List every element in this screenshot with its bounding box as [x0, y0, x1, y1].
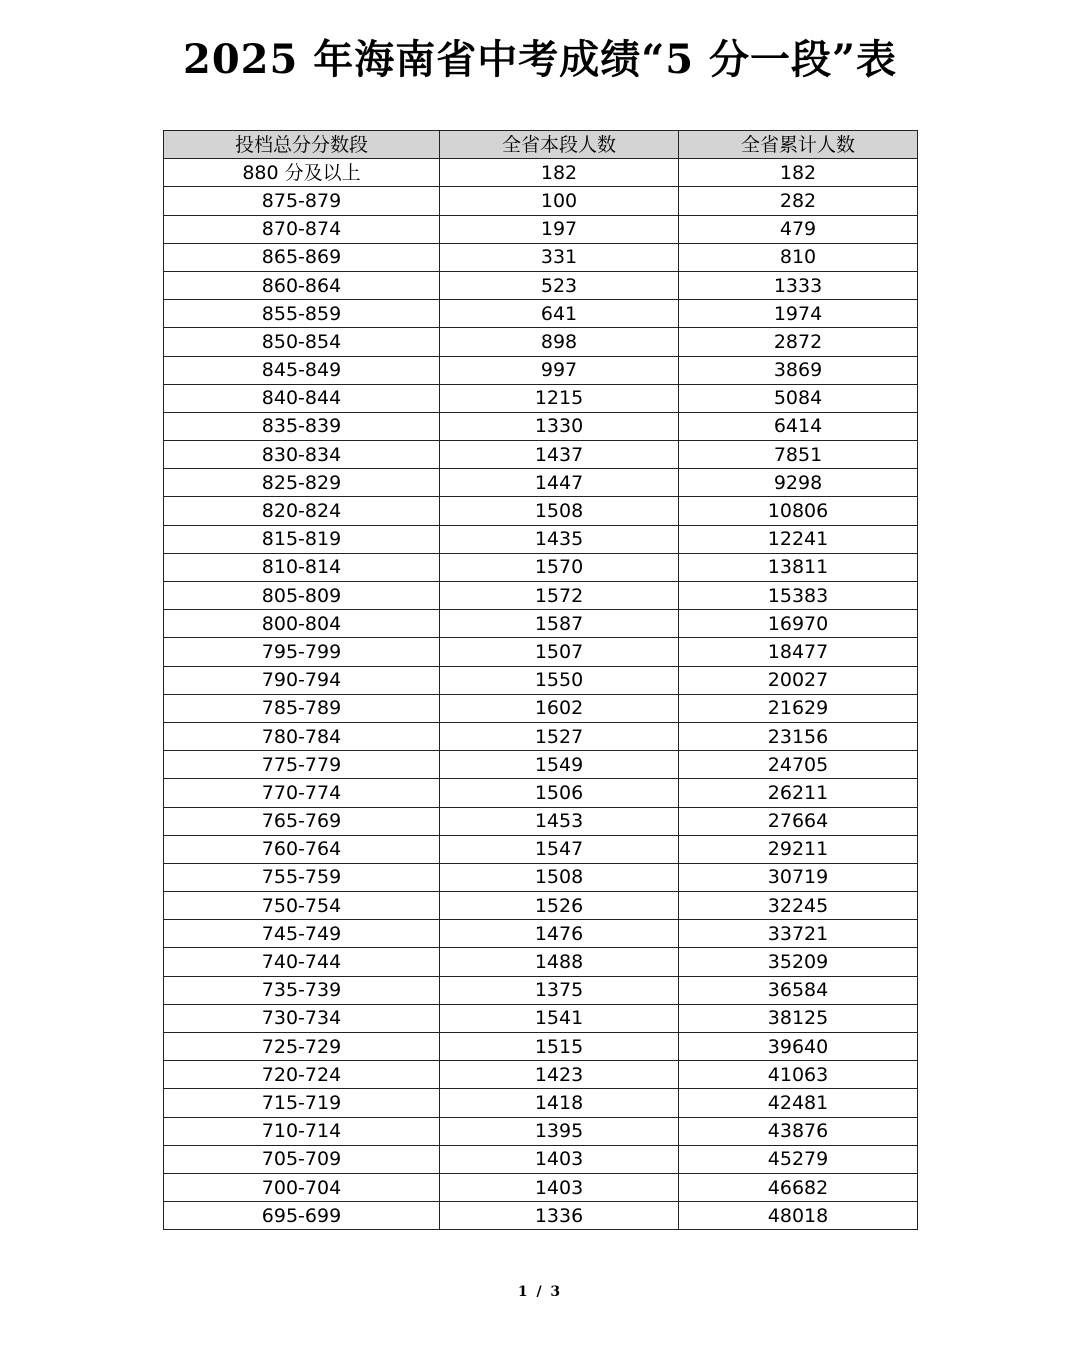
cell-cumulative-count: 282 [679, 187, 918, 215]
cell-score-range: 735-739 [164, 976, 440, 1004]
table-row [164, 1061, 918, 1089]
table-row [164, 469, 918, 497]
cell-score-range: 710-714 [164, 1117, 440, 1145]
cell-score-range: 750-754 [164, 892, 440, 920]
table-row [164, 356, 918, 384]
cell-segment-count: 1507 [440, 638, 679, 666]
cell-segment-count: 1508 [440, 863, 679, 891]
table-row [164, 694, 918, 722]
table-row [164, 892, 918, 920]
table-row [164, 1173, 918, 1201]
cell-cumulative-count: 45279 [679, 1145, 918, 1173]
cell-score-range: 850-854 [164, 328, 440, 356]
table-row [164, 497, 918, 525]
cell-cumulative-count: 42481 [679, 1089, 918, 1117]
cell-segment-count: 1375 [440, 976, 679, 1004]
cell-cumulative-count: 39640 [679, 1033, 918, 1061]
cell-segment-count: 1330 [440, 412, 679, 440]
cell-score-range: 840-844 [164, 384, 440, 412]
cell-segment-count: 1572 [440, 582, 679, 610]
cell-segment-count: 1526 [440, 892, 679, 920]
cell-segment-count: 1435 [440, 525, 679, 553]
table-row [164, 779, 918, 807]
cell-cumulative-count: 35209 [679, 948, 918, 976]
cell-score-range: 745-749 [164, 920, 440, 948]
cell-segment-count: 1395 [440, 1117, 679, 1145]
cell-cumulative-count: 16970 [679, 610, 918, 638]
header-score-range: 投档总分分数段 [164, 131, 440, 159]
cell-score-range: 715-719 [164, 1089, 440, 1117]
cell-score-range: 805-809 [164, 582, 440, 610]
cell-cumulative-count: 182 [679, 159, 918, 187]
cell-cumulative-count: 23156 [679, 722, 918, 750]
cell-segment-count: 1215 [440, 384, 679, 412]
table-row [164, 582, 918, 610]
cell-segment-count: 1587 [440, 610, 679, 638]
cell-cumulative-count: 2872 [679, 328, 918, 356]
cell-segment-count: 523 [440, 271, 679, 299]
cell-score-range: 860-864 [164, 271, 440, 299]
cell-segment-count: 1453 [440, 807, 679, 835]
table-row [164, 1202, 918, 1230]
cell-cumulative-count: 24705 [679, 751, 918, 779]
table-body [164, 159, 918, 1230]
cell-cumulative-count: 27664 [679, 807, 918, 835]
cell-cumulative-count: 1333 [679, 271, 918, 299]
table-row [164, 384, 918, 412]
table-row [164, 271, 918, 299]
cell-score-range: 835-839 [164, 412, 440, 440]
cell-segment-count: 182 [440, 159, 679, 187]
cell-segment-count: 898 [440, 328, 679, 356]
table-row [164, 807, 918, 835]
table-row [164, 525, 918, 553]
cell-cumulative-count: 36584 [679, 976, 918, 1004]
table-row [164, 187, 918, 215]
cell-score-range: 790-794 [164, 666, 440, 694]
table-row [164, 412, 918, 440]
table-row [164, 243, 918, 271]
cell-segment-count: 197 [440, 215, 679, 243]
table-row [164, 751, 918, 779]
cell-segment-count: 1570 [440, 553, 679, 581]
cell-score-range: 830-834 [164, 441, 440, 469]
cell-score-range: 800-804 [164, 610, 440, 638]
cell-cumulative-count: 29211 [679, 835, 918, 863]
cell-score-range: 815-819 [164, 525, 440, 553]
table-row [164, 300, 918, 328]
cell-cumulative-count: 48018 [679, 1202, 918, 1230]
cell-cumulative-count: 5084 [679, 384, 918, 412]
cell-cumulative-count: 33721 [679, 920, 918, 948]
cell-segment-count: 1549 [440, 751, 679, 779]
table-row [164, 1117, 918, 1145]
cell-segment-count: 1476 [440, 920, 679, 948]
table-row [164, 1089, 918, 1117]
cell-cumulative-count: 38125 [679, 1004, 918, 1032]
cell-score-range: 755-759 [164, 863, 440, 891]
table-row [164, 920, 918, 948]
header-cumulative-count: 全省累计人数 [679, 131, 918, 159]
table-row [164, 976, 918, 1004]
cell-score-range: 705-709 [164, 1145, 440, 1173]
cell-score-range: 740-744 [164, 948, 440, 976]
cell-score-range: 810-814 [164, 553, 440, 581]
cell-cumulative-count: 7851 [679, 441, 918, 469]
cell-segment-count: 1418 [440, 1089, 679, 1117]
cell-score-range: 855-859 [164, 300, 440, 328]
cell-cumulative-count: 10806 [679, 497, 918, 525]
cell-score-range: 780-784 [164, 722, 440, 750]
cell-score-range: 785-789 [164, 694, 440, 722]
cell-cumulative-count: 26211 [679, 779, 918, 807]
table-row [164, 638, 918, 666]
cell-segment-count: 1488 [440, 948, 679, 976]
cell-segment-count: 1547 [440, 835, 679, 863]
cell-segment-count: 1550 [440, 666, 679, 694]
table-row [164, 666, 918, 694]
table-row [164, 1033, 918, 1061]
cell-score-range: 765-769 [164, 807, 440, 835]
cell-segment-count: 1506 [440, 779, 679, 807]
cell-score-range: 865-869 [164, 243, 440, 271]
table-row [164, 1004, 918, 1032]
cell-segment-count: 1508 [440, 497, 679, 525]
cell-cumulative-count: 30719 [679, 863, 918, 891]
table-row [164, 948, 918, 976]
cell-score-range: 795-799 [164, 638, 440, 666]
cell-cumulative-count: 3869 [679, 356, 918, 384]
cell-score-range: 695-699 [164, 1202, 440, 1230]
cell-segment-count: 331 [440, 243, 679, 271]
page-number: 1 / 3 [517, 1284, 563, 1300]
table-row [164, 722, 918, 750]
table-header-row [164, 131, 918, 159]
cell-segment-count: 1527 [440, 722, 679, 750]
cell-segment-count: 641 [440, 300, 679, 328]
cell-score-range: 775-779 [164, 751, 440, 779]
table-row [164, 1145, 918, 1173]
cell-cumulative-count: 9298 [679, 469, 918, 497]
cell-cumulative-count: 479 [679, 215, 918, 243]
cell-segment-count: 1602 [440, 694, 679, 722]
cell-score-range: 725-729 [164, 1033, 440, 1061]
cell-cumulative-count: 15383 [679, 582, 918, 610]
cell-segment-count: 997 [440, 356, 679, 384]
cell-cumulative-count: 810 [679, 243, 918, 271]
table-row [164, 835, 918, 863]
cell-segment-count: 1437 [440, 441, 679, 469]
cell-cumulative-count: 1974 [679, 300, 918, 328]
cell-segment-count: 1403 [440, 1173, 679, 1201]
table-row [164, 553, 918, 581]
cell-score-range: 770-774 [164, 779, 440, 807]
page-title: 2025 年海南省中考成绩“5 分一段”表 [182, 36, 898, 83]
cell-segment-count: 1336 [440, 1202, 679, 1230]
cell-cumulative-count: 46682 [679, 1173, 918, 1201]
cell-score-range: 880 分及以上 [164, 159, 440, 187]
cell-score-range: 730-734 [164, 1004, 440, 1032]
cell-cumulative-count: 21629 [679, 694, 918, 722]
cell-cumulative-count: 43876 [679, 1117, 918, 1145]
cell-score-range: 845-849 [164, 356, 440, 384]
cell-score-range: 820-824 [164, 497, 440, 525]
table-row [164, 863, 918, 891]
cell-cumulative-count: 18477 [679, 638, 918, 666]
table-row [164, 215, 918, 243]
table-row [164, 441, 918, 469]
cell-score-range: 825-829 [164, 469, 440, 497]
cell-score-range: 760-764 [164, 835, 440, 863]
cell-segment-count: 1447 [440, 469, 679, 497]
header-segment-count: 全省本段人数 [440, 131, 679, 159]
cell-score-range: 720-724 [164, 1061, 440, 1089]
cell-cumulative-count: 41063 [679, 1061, 918, 1089]
table-row [164, 610, 918, 638]
score-distribution-table [163, 130, 918, 1230]
table-row [164, 328, 918, 356]
cell-cumulative-count: 12241 [679, 525, 918, 553]
cell-cumulative-count: 20027 [679, 666, 918, 694]
cell-score-range: 700-704 [164, 1173, 440, 1201]
cell-segment-count: 1403 [440, 1145, 679, 1173]
cell-segment-count: 1541 [440, 1004, 679, 1032]
cell-score-range: 875-879 [164, 187, 440, 215]
table-row [164, 159, 918, 187]
cell-cumulative-count: 6414 [679, 412, 918, 440]
cell-segment-count: 1423 [440, 1061, 679, 1089]
cell-score-range: 870-874 [164, 215, 440, 243]
cell-cumulative-count: 32245 [679, 892, 918, 920]
cell-segment-count: 1515 [440, 1033, 679, 1061]
cell-segment-count: 100 [440, 187, 679, 215]
cell-cumulative-count: 13811 [679, 553, 918, 581]
